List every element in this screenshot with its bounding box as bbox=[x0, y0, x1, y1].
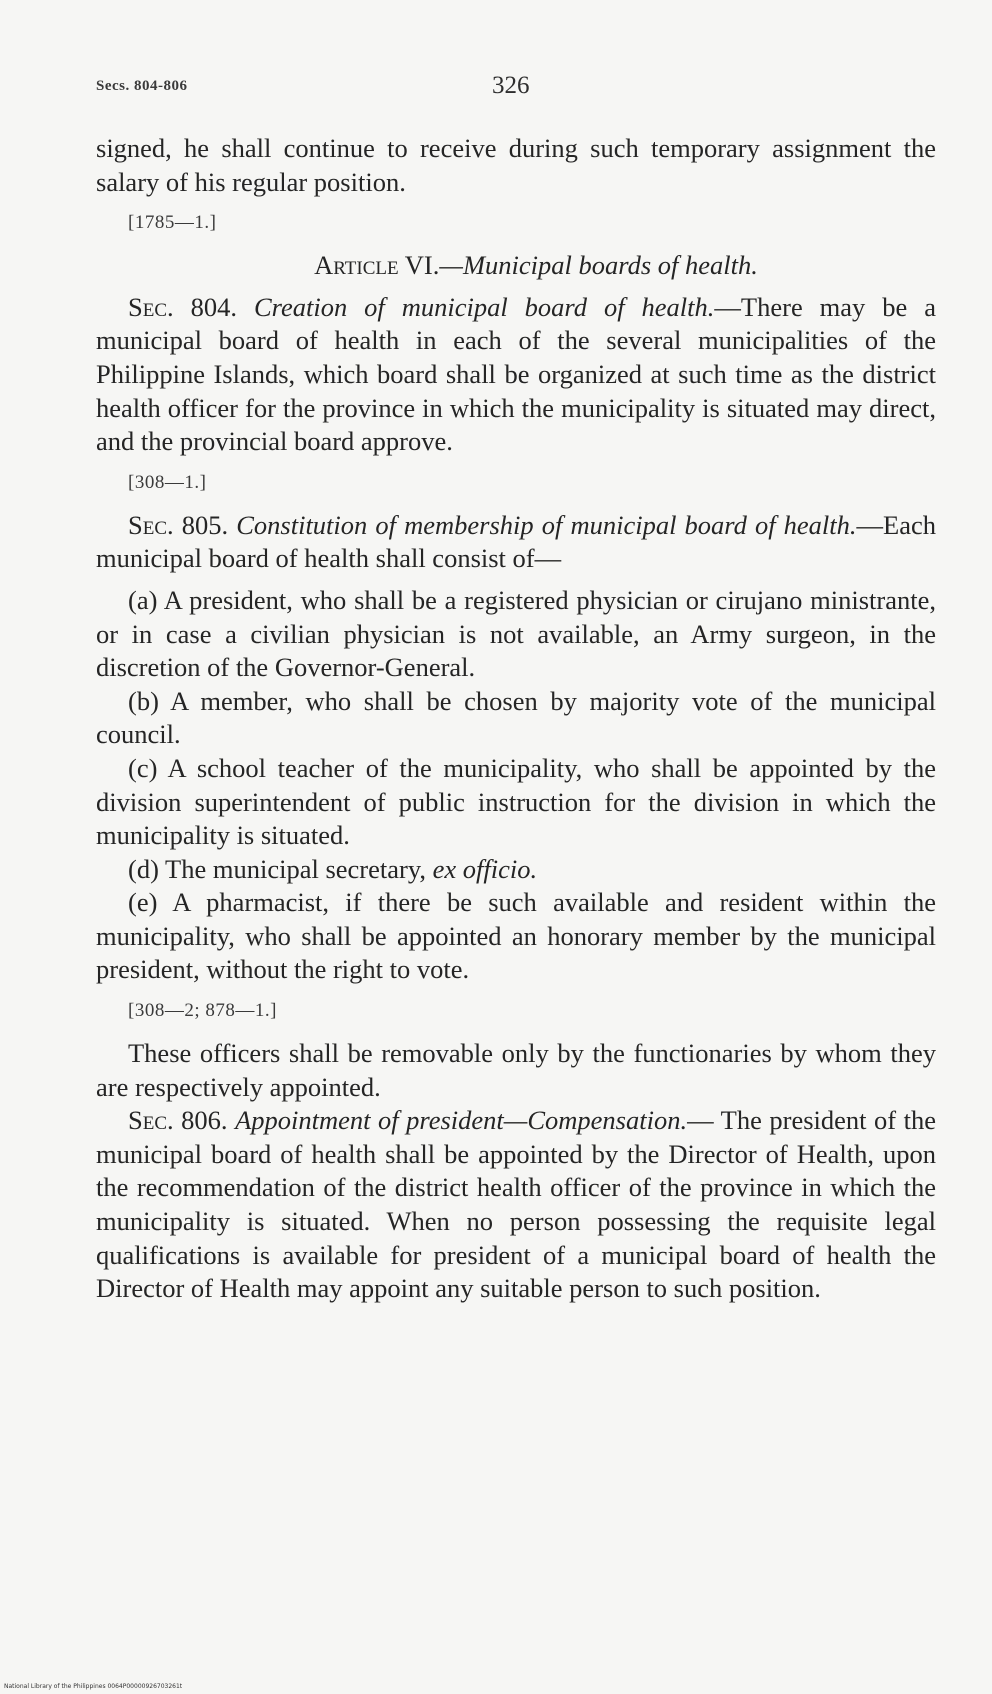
list-item-b: (b) A member, who shall be chosen by majority vote of the municipal council. bbox=[96, 685, 936, 750]
list-item-c: (c) A school teacher of the municipality, who shall be appointed by the division superintendent of public instruction for the division in which the municipality is situated. bbox=[96, 752, 936, 851]
section-title: Appointment of president—Compensation. bbox=[235, 1105, 688, 1136]
citation: [308—1.] bbox=[128, 471, 207, 493]
article-heading bbox=[96, 249, 936, 283]
continued-paragraph: signed, he shall continue to receive during such temporary assignment the salary of his regular position. bbox=[96, 133, 936, 197]
section-806 bbox=[96, 1104, 936, 1306]
page-header bbox=[96, 72, 936, 112]
section-label: Sec. 806. bbox=[128, 1105, 228, 1136]
page-number: 326 bbox=[492, 72, 530, 99]
section-label: Sec. 805. bbox=[128, 509, 229, 540]
page-body bbox=[96, 132, 936, 1306]
section-title: Creation of municipal board of health. bbox=[253, 291, 715, 322]
section-text: —Each municipal board of health shall consist of— bbox=[96, 509, 936, 574]
list-item-d-text: (d) The municipal secretary, bbox=[128, 853, 433, 884]
section-range: Secs. 804-806 bbox=[96, 78, 188, 94]
removable-paragraph: These officers shall be removable only by the functionaries by whom they are respectively appointed. bbox=[96, 1038, 936, 1102]
section-text: —There may be a municipal board of health in each of the several municipalities of the Philippine Islands, which board shall be organized at such time as the district health officer for the province in which the municipality is situated may direct, and the provincial board approve. bbox=[96, 291, 936, 457]
section-805 bbox=[96, 509, 936, 576]
article-title: —Municipal boards of health. bbox=[439, 250, 758, 281]
list-item-d bbox=[96, 853, 936, 887]
list-item-d-italic: ex officio. bbox=[432, 853, 538, 884]
citation: [1785—1.] bbox=[128, 212, 217, 234]
section-label: Sec. 804. bbox=[128, 291, 237, 322]
section-804 bbox=[96, 291, 936, 459]
list-item-e: (e) A pharmacist, if there be such available and resident within the municipality, who shall be appointed an honorary member by the municipal president, without the right to vote. bbox=[96, 887, 936, 985]
article-label: Article VI. bbox=[314, 250, 440, 281]
citation: [308—2; 878—1.] bbox=[128, 1000, 277, 1022]
section-title: Constitution of membership of municipal board of health. bbox=[236, 509, 857, 540]
list-item-a: (a) A president, who shall be a registered physician or cirujano ministrante, or in case a civilian physician is not available, an Army surgeon, in the discretion of the Governor-General. bbox=[96, 584, 936, 683]
footer-watermark: National Library of the Philippines 0064P00000926703261t bbox=[4, 1683, 183, 1690]
section-text: — The president of the municipal board of health shall be appointed by the Director of Health, upon the recommendation of the district health officer of the province in which the municipality is situated. When no person possessing the requisite legal qualifications is available for president of a municipal board of health the Director of Health may appoint any suitable person to such position. bbox=[96, 1105, 937, 1304]
